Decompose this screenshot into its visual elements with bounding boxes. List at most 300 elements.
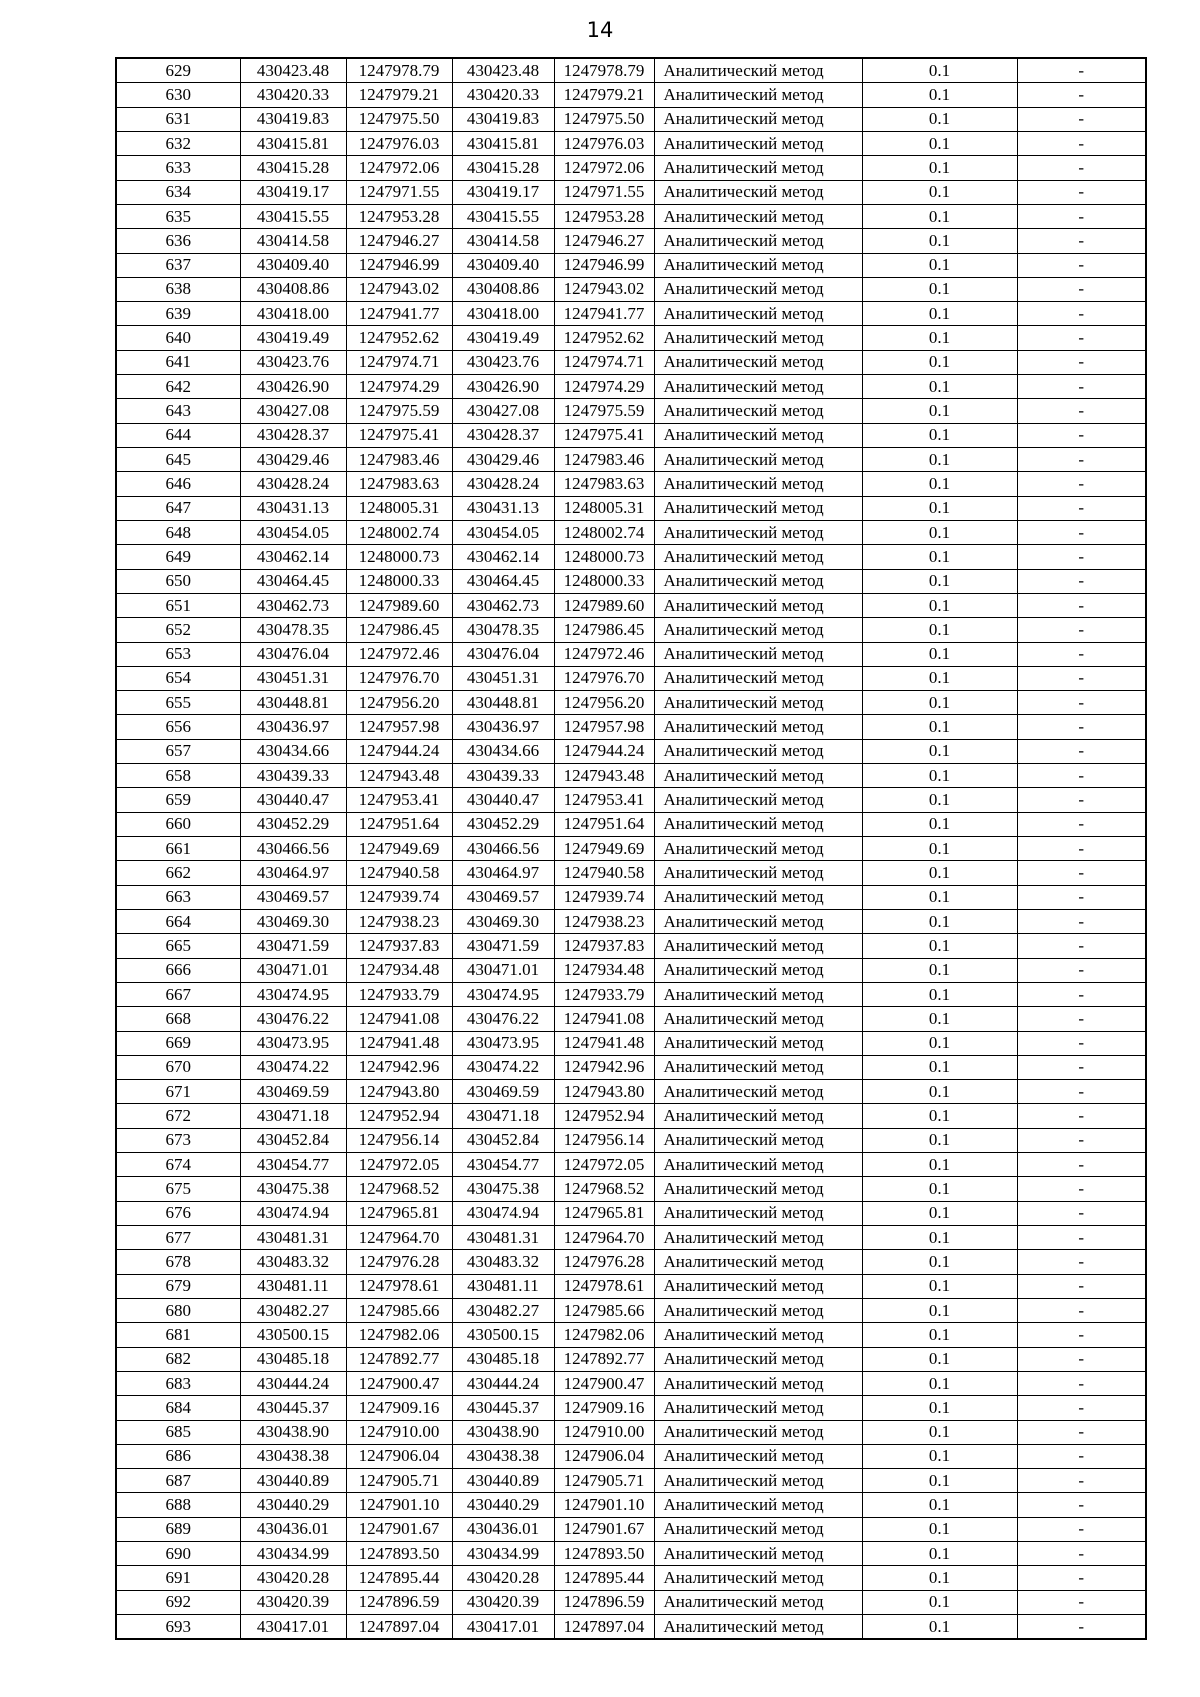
x-coordinate-repeat-cell: 430474.22 [452, 1055, 554, 1079]
accuracy-cell: 0.1 [862, 982, 1017, 1006]
table-row [116, 642, 1146, 666]
note-cell: - [1017, 1104, 1146, 1128]
x-coordinate-repeat-cell: 430482.27 [452, 1298, 554, 1322]
method-cell: Аналитический метод [654, 1177, 862, 1201]
method-cell: Аналитический метод [654, 812, 862, 836]
x-coordinate-repeat-cell: 430414.58 [452, 229, 554, 253]
method-cell: Аналитический метод [654, 1542, 862, 1566]
method-cell: Аналитический метод [654, 739, 862, 763]
accuracy-cell: 0.1 [862, 326, 1017, 350]
y-coordinate-cell: 1247972.05 [346, 1153, 452, 1177]
table-row [116, 1031, 1146, 1055]
accuracy-cell: 0.1 [862, 156, 1017, 180]
note-cell: - [1017, 1493, 1146, 1517]
point-number-cell: 660 [116, 812, 240, 836]
accuracy-cell: 0.1 [862, 131, 1017, 155]
point-number-cell: 692 [116, 1590, 240, 1614]
x-coordinate-repeat-cell: 430454.05 [452, 520, 554, 544]
method-cell: Аналитический метод [654, 1226, 862, 1250]
y-coordinate-cell: 1247972.46 [346, 642, 452, 666]
table-row [116, 496, 1146, 520]
accuracy-cell: 0.1 [862, 1031, 1017, 1055]
y-coordinate-repeat-cell: 1247972.46 [554, 642, 654, 666]
y-coordinate-repeat-cell: 1247901.10 [554, 1493, 654, 1517]
y-coordinate-cell: 1247952.62 [346, 326, 452, 350]
table-row [116, 1055, 1146, 1079]
point-number-cell: 689 [116, 1517, 240, 1541]
accuracy-cell: 0.1 [862, 618, 1017, 642]
point-number-cell: 673 [116, 1128, 240, 1152]
table-row [116, 472, 1146, 496]
x-coordinate-repeat-cell: 430438.38 [452, 1444, 554, 1468]
point-number-cell: 666 [116, 958, 240, 982]
x-coordinate-cell: 430417.01 [240, 1615, 346, 1640]
point-number-cell: 631 [116, 107, 240, 131]
note-cell: - [1017, 302, 1146, 326]
point-number-cell: 682 [116, 1347, 240, 1371]
accuracy-cell: 0.1 [862, 107, 1017, 131]
x-coordinate-cell: 430440.47 [240, 788, 346, 812]
accuracy-cell: 0.1 [862, 496, 1017, 520]
x-coordinate-cell: 430471.18 [240, 1104, 346, 1128]
accuracy-cell: 0.1 [862, 375, 1017, 399]
x-coordinate-cell: 430418.00 [240, 302, 346, 326]
method-cell: Аналитический метод [654, 83, 862, 107]
x-coordinate-cell: 430419.49 [240, 326, 346, 350]
note-cell: - [1017, 618, 1146, 642]
method-cell: Аналитический метод [654, 1298, 862, 1322]
y-coordinate-repeat-cell: 1247942.96 [554, 1055, 654, 1079]
y-coordinate-cell: 1247897.04 [346, 1615, 452, 1640]
accuracy-cell: 0.1 [862, 1615, 1017, 1640]
y-coordinate-cell: 1247968.52 [346, 1177, 452, 1201]
accuracy-cell: 0.1 [862, 593, 1017, 617]
y-coordinate-cell: 1247941.48 [346, 1031, 452, 1055]
method-cell: Аналитический метод [654, 545, 862, 569]
x-coordinate-repeat-cell: 430440.29 [452, 1493, 554, 1517]
y-coordinate-repeat-cell: 1247975.50 [554, 107, 654, 131]
y-coordinate-repeat-cell: 1247938.23 [554, 909, 654, 933]
accuracy-cell: 0.1 [862, 1298, 1017, 1322]
note-cell: - [1017, 545, 1146, 569]
x-coordinate-cell: 430476.04 [240, 642, 346, 666]
point-number-cell: 693 [116, 1615, 240, 1640]
note-cell: - [1017, 1055, 1146, 1079]
y-coordinate-repeat-cell: 1247905.71 [554, 1469, 654, 1493]
table-row [116, 666, 1146, 690]
method-cell: Аналитический метод [654, 131, 862, 155]
accuracy-cell: 0.1 [862, 1128, 1017, 1152]
x-coordinate-repeat-cell: 430418.00 [452, 302, 554, 326]
point-number-cell: 661 [116, 837, 240, 861]
table-row [116, 739, 1146, 763]
table-row [116, 1323, 1146, 1347]
x-coordinate-cell: 430452.29 [240, 812, 346, 836]
y-coordinate-cell: 1247943.48 [346, 764, 452, 788]
y-coordinate-cell: 1247943.80 [346, 1080, 452, 1104]
note-cell: - [1017, 448, 1146, 472]
x-coordinate-cell: 430464.97 [240, 861, 346, 885]
x-coordinate-repeat-cell: 430436.01 [452, 1517, 554, 1541]
point-number-cell: 672 [116, 1104, 240, 1128]
method-cell: Аналитический метод [654, 1055, 862, 1079]
y-coordinate-cell: 1247971.55 [346, 180, 452, 204]
x-coordinate-cell: 430439.33 [240, 764, 346, 788]
y-coordinate-cell: 1247976.03 [346, 131, 452, 155]
note-cell: - [1017, 1177, 1146, 1201]
point-number-cell: 648 [116, 520, 240, 544]
note-cell: - [1017, 1031, 1146, 1055]
method-cell: Аналитический метод [654, 350, 862, 374]
note-cell: - [1017, 326, 1146, 350]
point-number-cell: 663 [116, 885, 240, 909]
y-coordinate-repeat-cell: 1247906.04 [554, 1444, 654, 1468]
table-row [116, 764, 1146, 788]
y-coordinate-repeat-cell: 1247972.05 [554, 1153, 654, 1177]
method-cell: Аналитический метод [654, 277, 862, 301]
x-coordinate-repeat-cell: 430409.40 [452, 253, 554, 277]
point-number-cell: 670 [116, 1055, 240, 1079]
note-cell: - [1017, 1469, 1146, 1493]
accuracy-cell: 0.1 [862, 1444, 1017, 1468]
method-cell: Аналитический метод [654, 909, 862, 933]
accuracy-cell: 0.1 [862, 1493, 1017, 1517]
x-coordinate-cell: 430415.81 [240, 131, 346, 155]
note-cell: - [1017, 472, 1146, 496]
y-coordinate-repeat-cell: 1247943.48 [554, 764, 654, 788]
x-coordinate-repeat-cell: 430464.45 [452, 569, 554, 593]
method-cell: Аналитический метод [654, 958, 862, 982]
x-coordinate-cell: 430414.58 [240, 229, 346, 253]
point-number-cell: 665 [116, 934, 240, 958]
y-coordinate-repeat-cell: 1247946.27 [554, 229, 654, 253]
y-coordinate-cell: 1247974.71 [346, 350, 452, 374]
x-coordinate-repeat-cell: 430420.33 [452, 83, 554, 107]
x-coordinate-cell: 430485.18 [240, 1347, 346, 1371]
point-number-cell: 680 [116, 1298, 240, 1322]
method-cell: Аналитический метод [654, 107, 862, 131]
table-row [116, 934, 1146, 958]
y-coordinate-cell: 1247978.79 [346, 58, 452, 83]
x-coordinate-cell: 430469.59 [240, 1080, 346, 1104]
method-cell: Аналитический метод [654, 1517, 862, 1541]
y-coordinate-cell: 1247975.50 [346, 107, 452, 131]
note-cell: - [1017, 1615, 1146, 1640]
y-coordinate-cell: 1248005.31 [346, 496, 452, 520]
note-cell: - [1017, 1007, 1146, 1031]
y-coordinate-repeat-cell: 1247979.21 [554, 83, 654, 107]
accuracy-cell: 0.1 [862, 253, 1017, 277]
table-row [116, 1104, 1146, 1128]
x-coordinate-repeat-cell: 430500.15 [452, 1323, 554, 1347]
x-coordinate-repeat-cell: 430423.76 [452, 350, 554, 374]
table-body [116, 58, 1146, 1639]
accuracy-cell: 0.1 [862, 399, 1017, 423]
table-row [116, 885, 1146, 909]
y-coordinate-repeat-cell: 1247983.63 [554, 472, 654, 496]
note-cell: - [1017, 1420, 1146, 1444]
point-number-cell: 649 [116, 545, 240, 569]
y-coordinate-repeat-cell: 1247976.03 [554, 131, 654, 155]
y-coordinate-repeat-cell: 1248005.31 [554, 496, 654, 520]
y-coordinate-repeat-cell: 1247946.99 [554, 253, 654, 277]
y-coordinate-repeat-cell: 1247972.06 [554, 156, 654, 180]
accuracy-cell: 0.1 [862, 1177, 1017, 1201]
y-coordinate-cell: 1247951.64 [346, 812, 452, 836]
y-coordinate-repeat-cell: 1247944.24 [554, 739, 654, 763]
page-number: 14 [586, 18, 614, 42]
point-number-cell: 634 [116, 180, 240, 204]
y-coordinate-repeat-cell: 1247934.48 [554, 958, 654, 982]
method-cell: Аналитический метод [654, 58, 862, 83]
point-number-cell: 646 [116, 472, 240, 496]
accuracy-cell: 0.1 [862, 204, 1017, 228]
x-coordinate-repeat-cell: 430454.77 [452, 1153, 554, 1177]
y-coordinate-cell: 1247938.23 [346, 909, 452, 933]
method-cell: Аналитический метод [654, 1444, 862, 1468]
y-coordinate-repeat-cell: 1247939.74 [554, 885, 654, 909]
x-coordinate-cell: 430452.84 [240, 1128, 346, 1152]
note-cell: - [1017, 837, 1146, 861]
point-number-cell: 636 [116, 229, 240, 253]
x-coordinate-cell: 430464.45 [240, 569, 346, 593]
y-coordinate-cell: 1247983.46 [346, 448, 452, 472]
method-cell: Аналитический метод [654, 1274, 862, 1298]
table-row [116, 545, 1146, 569]
note-cell: - [1017, 934, 1146, 958]
point-number-cell: 643 [116, 399, 240, 423]
y-coordinate-cell: 1247944.24 [346, 739, 452, 763]
y-coordinate-repeat-cell: 1247978.79 [554, 58, 654, 83]
note-cell: - [1017, 1323, 1146, 1347]
x-coordinate-cell: 430408.86 [240, 277, 346, 301]
x-coordinate-repeat-cell: 430426.90 [452, 375, 554, 399]
y-coordinate-cell: 1247946.27 [346, 229, 452, 253]
table-row [116, 423, 1146, 447]
method-cell: Аналитический метод [654, 618, 862, 642]
x-coordinate-repeat-cell: 430417.01 [452, 1615, 554, 1640]
x-coordinate-repeat-cell: 430415.28 [452, 156, 554, 180]
accuracy-cell: 0.1 [862, 350, 1017, 374]
note-cell: - [1017, 204, 1146, 228]
point-number-cell: 653 [116, 642, 240, 666]
y-coordinate-repeat-cell: 1247941.77 [554, 302, 654, 326]
x-coordinate-repeat-cell: 430462.14 [452, 545, 554, 569]
table-row [116, 569, 1146, 593]
x-coordinate-repeat-cell: 430415.81 [452, 131, 554, 155]
x-coordinate-repeat-cell: 430440.47 [452, 788, 554, 812]
x-coordinate-repeat-cell: 430419.83 [452, 107, 554, 131]
table-row [116, 375, 1146, 399]
table-row [116, 107, 1146, 131]
x-coordinate-repeat-cell: 430481.11 [452, 1274, 554, 1298]
x-coordinate-repeat-cell: 430428.37 [452, 423, 554, 447]
x-coordinate-cell: 430478.35 [240, 618, 346, 642]
y-coordinate-repeat-cell: 1247989.60 [554, 593, 654, 617]
x-coordinate-cell: 430475.38 [240, 1177, 346, 1201]
point-number-cell: 656 [116, 715, 240, 739]
point-number-cell: 662 [116, 861, 240, 885]
method-cell: Аналитический метод [654, 229, 862, 253]
y-coordinate-cell: 1247983.63 [346, 472, 452, 496]
point-number-cell: 681 [116, 1323, 240, 1347]
y-coordinate-cell: 1247965.81 [346, 1201, 452, 1225]
x-coordinate-cell: 430474.94 [240, 1201, 346, 1225]
x-coordinate-repeat-cell: 430483.32 [452, 1250, 554, 1274]
y-coordinate-cell: 1247986.45 [346, 618, 452, 642]
table-row [116, 350, 1146, 374]
accuracy-cell: 0.1 [862, 666, 1017, 690]
x-coordinate-cell: 430415.55 [240, 204, 346, 228]
point-number-cell: 652 [116, 618, 240, 642]
x-coordinate-cell: 430436.01 [240, 1517, 346, 1541]
y-coordinate-cell: 1247979.21 [346, 83, 452, 107]
accuracy-cell: 0.1 [862, 1371, 1017, 1395]
y-coordinate-cell: 1247943.02 [346, 277, 452, 301]
accuracy-cell: 0.1 [862, 1517, 1017, 1541]
y-coordinate-repeat-cell: 1247951.64 [554, 812, 654, 836]
note-cell: - [1017, 1396, 1146, 1420]
table-row [116, 399, 1146, 423]
method-cell: Аналитический метод [654, 1104, 862, 1128]
method-cell: Аналитический метод [654, 302, 862, 326]
method-cell: Аналитический метод [654, 982, 862, 1006]
x-coordinate-cell: 430428.37 [240, 423, 346, 447]
method-cell: Аналитический метод [654, 496, 862, 520]
table-row [116, 83, 1146, 107]
y-coordinate-repeat-cell: 1247901.67 [554, 1517, 654, 1541]
method-cell: Аналитический метод [654, 788, 862, 812]
accuracy-cell: 0.1 [862, 739, 1017, 763]
y-coordinate-cell: 1247982.06 [346, 1323, 452, 1347]
accuracy-cell: 0.1 [862, 472, 1017, 496]
method-cell: Аналитический метод [654, 1250, 862, 1274]
y-coordinate-repeat-cell: 1247953.28 [554, 204, 654, 228]
x-coordinate-cell: 430436.97 [240, 715, 346, 739]
y-coordinate-cell: 1247953.28 [346, 204, 452, 228]
y-coordinate-repeat-cell: 1247982.06 [554, 1323, 654, 1347]
point-number-cell: 638 [116, 277, 240, 301]
note-cell: - [1017, 1444, 1146, 1468]
method-cell: Аналитический метод [654, 593, 862, 617]
accuracy-cell: 0.1 [862, 1104, 1017, 1128]
method-cell: Аналитический метод [654, 472, 862, 496]
accuracy-cell: 0.1 [862, 1153, 1017, 1177]
method-cell: Аналитический метод [654, 642, 862, 666]
x-coordinate-repeat-cell: 430440.89 [452, 1469, 554, 1493]
y-coordinate-cell: 1247957.98 [346, 715, 452, 739]
x-coordinate-cell: 430483.32 [240, 1250, 346, 1274]
y-coordinate-repeat-cell: 1247957.98 [554, 715, 654, 739]
x-coordinate-repeat-cell: 430445.37 [452, 1396, 554, 1420]
point-number-cell: 683 [116, 1371, 240, 1395]
accuracy-cell: 0.1 [862, 1274, 1017, 1298]
y-coordinate-cell: 1247956.14 [346, 1128, 452, 1152]
y-coordinate-repeat-cell: 1247893.50 [554, 1542, 654, 1566]
y-coordinate-cell: 1247901.67 [346, 1517, 452, 1541]
accuracy-cell: 0.1 [862, 909, 1017, 933]
y-coordinate-repeat-cell: 1247986.45 [554, 618, 654, 642]
y-coordinate-repeat-cell: 1247985.66 [554, 1298, 654, 1322]
point-number-cell: 640 [116, 326, 240, 350]
accuracy-cell: 0.1 [862, 1201, 1017, 1225]
table-row [116, 131, 1146, 155]
method-cell: Аналитический метод [654, 1347, 862, 1371]
y-coordinate-repeat-cell: 1247940.58 [554, 861, 654, 885]
note-cell: - [1017, 520, 1146, 544]
x-coordinate-cell: 430474.95 [240, 982, 346, 1006]
point-number-cell: 651 [116, 593, 240, 617]
y-coordinate-cell: 1248002.74 [346, 520, 452, 544]
point-number-cell: 664 [116, 909, 240, 933]
accuracy-cell: 0.1 [862, 837, 1017, 861]
y-coordinate-cell: 1247939.74 [346, 885, 452, 909]
method-cell: Аналитический метод [654, 666, 862, 690]
y-coordinate-repeat-cell: 1247965.81 [554, 1201, 654, 1225]
x-coordinate-repeat-cell: 430466.56 [452, 837, 554, 861]
accuracy-cell: 0.1 [862, 569, 1017, 593]
table-row [116, 326, 1146, 350]
y-coordinate-cell: 1247906.04 [346, 1444, 452, 1468]
y-coordinate-cell: 1247895.44 [346, 1566, 452, 1590]
y-coordinate-cell: 1247946.99 [346, 253, 452, 277]
table-row [116, 302, 1146, 326]
x-coordinate-repeat-cell: 430427.08 [452, 399, 554, 423]
x-coordinate-repeat-cell: 430469.30 [452, 909, 554, 933]
point-number-cell: 671 [116, 1080, 240, 1104]
accuracy-cell: 0.1 [862, 715, 1017, 739]
x-coordinate-repeat-cell: 430419.17 [452, 180, 554, 204]
point-number-cell: 630 [116, 83, 240, 107]
y-coordinate-cell: 1247956.20 [346, 691, 452, 715]
method-cell: Аналитический метод [654, 1323, 862, 1347]
table-row [116, 204, 1146, 228]
x-coordinate-cell: 430466.56 [240, 837, 346, 861]
table-row [116, 1347, 1146, 1371]
accuracy-cell: 0.1 [862, 691, 1017, 715]
table-row [116, 1007, 1146, 1031]
y-coordinate-cell: 1247941.77 [346, 302, 452, 326]
method-cell: Аналитический метод [654, 1153, 862, 1177]
x-coordinate-cell: 430434.66 [240, 739, 346, 763]
note-cell: - [1017, 1590, 1146, 1614]
accuracy-cell: 0.1 [862, 1566, 1017, 1590]
table-row [116, 1590, 1146, 1614]
y-coordinate-repeat-cell: 1247897.04 [554, 1615, 654, 1640]
table-row [116, 1274, 1146, 1298]
table-row [116, 1493, 1146, 1517]
x-coordinate-repeat-cell: 430476.22 [452, 1007, 554, 1031]
x-coordinate-cell: 430440.89 [240, 1469, 346, 1493]
x-coordinate-cell: 430471.59 [240, 934, 346, 958]
accuracy-cell: 0.1 [862, 958, 1017, 982]
x-coordinate-repeat-cell: 430436.97 [452, 715, 554, 739]
x-coordinate-cell: 430440.29 [240, 1493, 346, 1517]
accuracy-cell: 0.1 [862, 642, 1017, 666]
y-coordinate-repeat-cell: 1247952.62 [554, 326, 654, 350]
y-coordinate-repeat-cell: 1247971.55 [554, 180, 654, 204]
table-row [116, 1080, 1146, 1104]
table-row [116, 448, 1146, 472]
y-coordinate-repeat-cell: 1247941.48 [554, 1031, 654, 1055]
table-row [116, 982, 1146, 1006]
method-cell: Аналитический метод [654, 1007, 862, 1031]
y-coordinate-cell: 1247900.47 [346, 1371, 452, 1395]
note-cell: - [1017, 1371, 1146, 1395]
point-number-cell: 679 [116, 1274, 240, 1298]
y-coordinate-cell: 1247937.83 [346, 934, 452, 958]
x-coordinate-cell: 430473.95 [240, 1031, 346, 1055]
